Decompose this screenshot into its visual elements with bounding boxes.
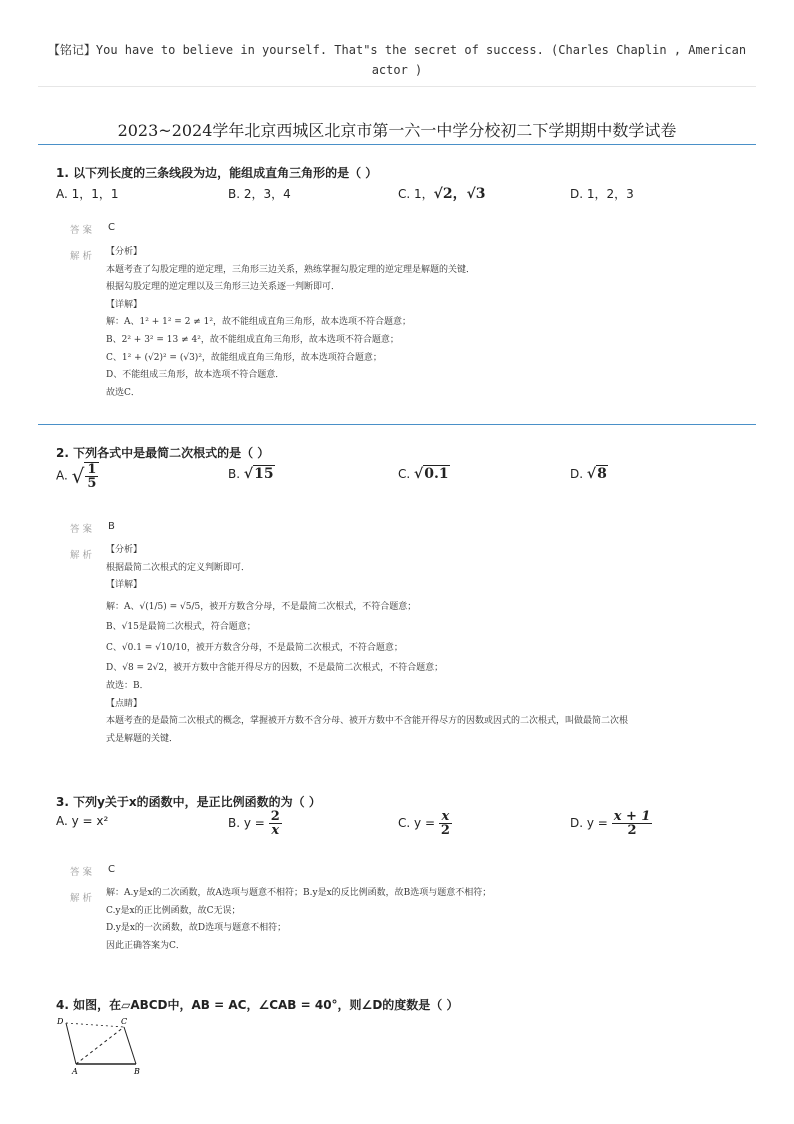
- q2-option-b: B. √15: [228, 466, 274, 482]
- q2-solution-line: C、√0.1 = √10/10，被开方数含分母，不是最简二次根式，不符合题意；: [106, 643, 403, 654]
- q3-option-b-prefix: B.: [228, 816, 241, 830]
- q2-solution-line: 【分析】: [106, 545, 143, 555]
- q1-solution-line: 本题考查了勾股定理的逆定理，三角形三边关系，熟练掌握勾股定理的逆定理是解题的关键．: [106, 264, 476, 275]
- q1-solution-line: 解：A、1² + 1² = 2 ≠ 1²，故不能组成直角三角形，故本选项不符合题意；: [106, 317, 412, 328]
- title-divider: [38, 144, 756, 145]
- fraction-denominator: x: [271, 823, 280, 838]
- q2-solution-line: 故选：B．: [106, 680, 149, 691]
- q2-solution-line: B、√15是最简二次根式，符合题意；: [106, 621, 256, 632]
- q2-option-c-prefix: C.: [398, 467, 411, 481]
- fraction-denominator: 2: [627, 823, 637, 838]
- q3-option-c-prefix: C.: [398, 816, 411, 830]
- q1-analysis-label: 解 析: [70, 251, 93, 262]
- q1-option-c-math: √2，√3: [433, 186, 486, 202]
- q1-divider: [38, 424, 756, 425]
- q1-answer-value: C: [108, 222, 115, 233]
- q1-solution-line: B、2² + 3² = 13 ≠ 4²，故不能组成直角三角形，故本选项不符合题意；: [106, 334, 399, 345]
- q2-option-c: C. √0.1: [398, 466, 449, 482]
- parallelogram-figure: [52, 1014, 152, 1076]
- q2-solution-line: 式是解题的关键．: [106, 733, 179, 744]
- fraction-numerator: 1: [87, 462, 97, 477]
- q3-option-d-fraction: [612, 810, 653, 837]
- question-1-stem: 1. 以下列长度的三条线段为边，能组成直角三角形的是（ ）: [56, 166, 378, 180]
- q3-option-d-prefix: D.: [570, 816, 584, 830]
- edge-da: [66, 1023, 76, 1064]
- q3-option-a: A. y = x²: [56, 814, 109, 828]
- fraction-numerator: 2: [270, 809, 280, 824]
- q3-answer-label: 答 案: [70, 867, 93, 878]
- q2-option-d-radicand: 8: [597, 466, 607, 482]
- q1-option-a: A. 1，1，1: [56, 187, 119, 201]
- q1-solution-line: D、不能组成三角形，故本选项不符合题意．: [106, 370, 285, 381]
- q2-solution-line: 本题考查的是最简二次根式的概念，掌握被开方数不含分母、被开方数中不含能开得尽方的因数或因式的二次根式，叫做最简二次根: [106, 716, 629, 727]
- q2-solution-line: 解：A、√(1/5) = √5/5，被开方数含分母，不是最简二次根式，不符合题意；: [106, 601, 417, 612]
- edge-dc: [66, 1023, 124, 1027]
- q1-solution-line: 【详解】: [106, 299, 143, 310]
- q3-option-d-lhs: y =: [586, 816, 608, 830]
- q1-solution-line: 【分析】: [106, 247, 143, 257]
- header-divider: [38, 86, 756, 87]
- q1-answer-label: 答 案: [70, 225, 93, 236]
- q1-option-d: D. 1，2，3: [570, 187, 634, 201]
- vertex-label-c: C: [121, 1017, 128, 1026]
- q3-option-b-fraction: [269, 810, 282, 837]
- q2-solution: [106, 542, 746, 748]
- question-2-stem: 2. 下列各式中是最简二次根式的是（ ）: [56, 446, 270, 460]
- fraction-denominator: 5: [87, 476, 97, 491]
- q3-option-c: [398, 810, 452, 837]
- page-title: 2023~2024学年北京西城区北京市第一六一中学分校初二下学期期中数学试卷: [117, 121, 677, 140]
- q3-answer-value: C: [108, 864, 115, 875]
- q2-option-a-fraction: [84, 462, 99, 490]
- q3-solution-line: D.y是x的一次函数，故D选项与题意不相符；: [106, 923, 287, 934]
- sqrt-symbol: √: [71, 464, 85, 488]
- q1-solution-line: C、1² + (√2)² = (√3)²，故能组成直角三角形，故本选项符合题意；: [106, 352, 382, 363]
- motto-text: 【铭记】You have to believe in yourself. That"s the secret of success. (Charles Chaplin , American actor ): [47, 43, 747, 77]
- q2-option-c-radicand: 0.1: [424, 466, 449, 482]
- q1-option-c: [398, 183, 486, 203]
- fraction-denominator: 2: [440, 823, 450, 838]
- q3-option-b-lhs: y =: [243, 816, 265, 830]
- q2-option-a: [56, 462, 99, 490]
- diagonal-ac: [76, 1027, 124, 1064]
- q2-answer-value: B: [108, 521, 115, 532]
- q2-option-a-prefix: A.: [56, 468, 68, 483]
- q2-solution-line: 根据最简二次根式的定义判断即可．: [106, 562, 251, 573]
- vertex-label-d: D: [57, 1017, 64, 1026]
- q2-option-b-prefix: B.: [228, 467, 241, 481]
- q1-solution-line: 根据勾股定理的逆定理以及三角形三边关系逐一判断即可．: [106, 282, 341, 293]
- question-4-stem: 4. 如图，在▱ABCD中，AB = AC，∠CAB = 40°，则∠D的度数是（ ）: [56, 998, 459, 1012]
- q2-option-d-prefix: D.: [570, 467, 584, 481]
- q3-solution-line: 解：A.y是x的二次函数，故A选项与题意不相符；B.y是x的反比例函数，故B选项与题意不相符；: [106, 888, 492, 898]
- edge-bc: [124, 1027, 136, 1064]
- fraction-numerator: x + 1: [613, 809, 651, 824]
- q1-option-b: B. 2，3，4: [228, 187, 291, 201]
- q1-solution-line: 故选C．: [106, 387, 140, 398]
- q1-solution: [106, 244, 746, 402]
- q3-option-b: [228, 810, 282, 837]
- q1-option-c-prefix: C. 1，: [398, 187, 434, 201]
- q3-solution: [106, 885, 746, 955]
- fraction-numerator: x: [439, 810, 452, 824]
- q3-option-c-lhs: y =: [414, 816, 436, 830]
- q3-option-c-fraction: [439, 810, 452, 837]
- q2-solution-line: 【详解】: [106, 580, 143, 591]
- q3-solution-line: C.y是x的正比例函数，故C无误；: [106, 905, 241, 916]
- q2-analysis-label: 解 析: [70, 550, 93, 561]
- question-3-stem: 3. 下列y关于x的函数中，是正比例函数的为（ ）: [56, 795, 321, 809]
- vertex-label-b: B: [134, 1067, 140, 1076]
- q3-option-d: [570, 810, 652, 837]
- vertex-label-a: A: [72, 1067, 78, 1076]
- q2-option-d: D. √8: [570, 466, 607, 482]
- q2-solution-line: D、√8 = 2√2，被开方数中含能开得尽方的因数，不是最简二次根式，不符合题意；: [106, 663, 444, 674]
- q2-solution-line: 【点睛】: [106, 698, 143, 709]
- q2-answer-label: 答 案: [70, 524, 93, 535]
- q3-solution-line: 因此正确答案为C．: [106, 940, 185, 951]
- q2-option-b-radicand: 15: [254, 466, 274, 482]
- q3-analysis-label: 解 析: [70, 893, 93, 904]
